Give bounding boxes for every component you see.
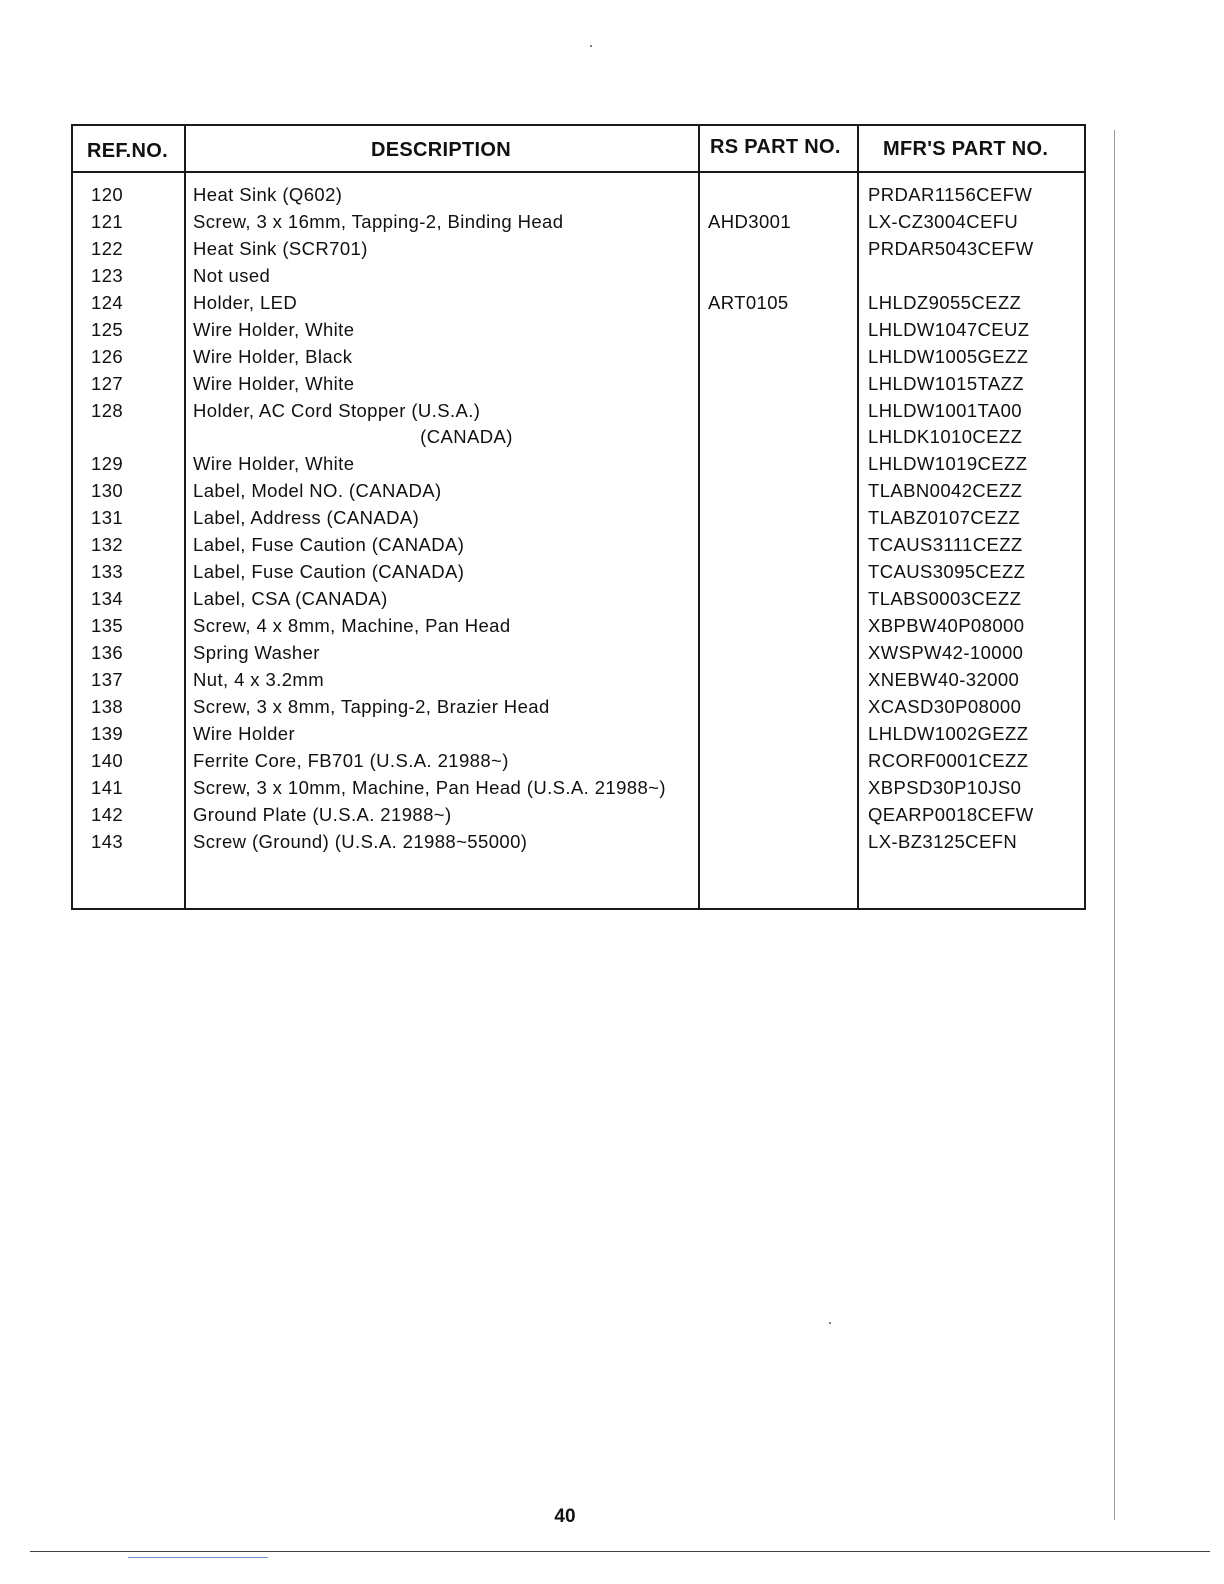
description-cell: Nut, 4 x 3.2mm <box>193 668 325 690</box>
description-cell: Screw, 3 x 16mm, Tapping-2, Binding Head <box>193 210 564 232</box>
header-mfr-part-no: MFR'S PART NO. <box>883 138 1049 160</box>
mfr-part-cell: XBPSD30P10JS0 <box>868 776 1022 798</box>
mfr-part-cell: TLABS0003CEZZ <box>868 588 1022 610</box>
mfr-part-cell: XBPBW40P08000 <box>868 615 1025 636</box>
scan-speck <box>590 45 592 47</box>
description-cell: Screw, 3 x 10mm, Machine, Pan Head (U.S.A. 21988~) <box>193 776 666 798</box>
table-row <box>73 723 1084 750</box>
description-cell: Heat Sink (Q602) <box>193 184 343 205</box>
table-row <box>73 400 1084 427</box>
table-row <box>73 831 1084 858</box>
description-cell: Spring Washer <box>193 641 320 663</box>
mfr-part-cell: TCAUS3095CEZZ <box>868 561 1026 583</box>
ref-no-cell: 131 <box>91 507 124 529</box>
ref-no-cell: 121 <box>91 210 124 232</box>
table-row <box>73 804 1084 831</box>
table-row <box>73 669 1084 696</box>
parts-list-table <box>71 124 1086 910</box>
ref-no-cell: 126 <box>91 345 124 367</box>
ref-no-cell: 137 <box>91 668 124 690</box>
description-cell: Wire Holder, White <box>193 453 355 475</box>
table-row <box>73 265 1084 292</box>
ref-no-cell: 142 <box>91 803 124 825</box>
ref-no-cell: 130 <box>91 480 124 502</box>
mfr-part-cell: LHLDW1019CEZZ <box>868 453 1028 475</box>
mfr-part-cell: XNEBW40-32000 <box>868 668 1020 690</box>
table-row <box>73 480 1084 507</box>
ref-no-cell: 128 <box>91 399 124 421</box>
table-row <box>73 615 1084 642</box>
mfr-part-cell: LHLDW1001TA00 <box>868 399 1022 421</box>
header-rs-part-no: RS PART NO. <box>710 136 841 158</box>
scan-blue-line <box>128 1557 268 1558</box>
mfr-part-cell: TLABZ0107CEZZ <box>868 507 1021 529</box>
ref-no-cell: 138 <box>91 695 124 717</box>
mfr-part-cell: LX-BZ3125CEFN <box>868 830 1018 852</box>
mfr-part-cell: TLABN0042CEZZ <box>868 480 1023 502</box>
description-cell: Screw, 4 x 8mm, Machine, Pan Head <box>193 615 511 636</box>
description-cell: Wire Holder, Black <box>193 345 353 367</box>
description-cell: Label, Fuse Caution (CANADA) <box>193 561 465 583</box>
mfr-part-cell: LX-CZ3004CEFU <box>868 210 1019 232</box>
header-description: DESCRIPTION <box>371 139 511 161</box>
ref-no-cell: 134 <box>91 588 124 610</box>
mfr-part-cell: XWSPW42-10000 <box>868 641 1024 663</box>
header-divider <box>73 171 1084 173</box>
ref-no-cell: 133 <box>91 561 124 583</box>
table-row <box>73 184 1084 211</box>
mfr-part-cell: LHLDW1005GEZZ <box>868 345 1029 367</box>
mfr-part-cell: TCAUS3111CEZZ <box>868 534 1023 556</box>
mfr-part-cell: LHLDK1010CEZZ <box>868 426 1023 448</box>
description-cell: Label, Fuse Caution (CANADA) <box>193 534 465 556</box>
scan-bottom-line <box>30 1551 1210 1552</box>
description-cell: Wire Holder <box>193 722 296 744</box>
table-row <box>73 561 1084 588</box>
table-row <box>73 642 1084 669</box>
ref-no-cell: 140 <box>91 749 124 771</box>
table-row <box>73 453 1084 480</box>
table-row <box>73 777 1084 804</box>
mfr-part-cell: LHLDW1047CEUZ <box>868 318 1030 340</box>
table-row <box>73 319 1084 346</box>
description-cell: Label, CSA (CANADA) <box>193 588 388 610</box>
mfr-part-cell: PRDAR1156CEFW <box>868 184 1033 205</box>
rs-part-cell: AHD3001 <box>708 210 792 232</box>
ref-no-cell: 136 <box>91 641 124 663</box>
mfr-part-cell: LHLDW1002GEZZ <box>868 722 1029 744</box>
description-cell: (CANADA) <box>193 426 513 448</box>
ref-no-cell: 122 <box>91 237 124 259</box>
description-cell: Ground Plate (U.S.A. 21988~) <box>193 803 452 825</box>
ref-no-cell: 127 <box>91 372 124 394</box>
mfr-part-cell: QEARP0018CEFW <box>868 803 1034 825</box>
ref-no-cell: 143 <box>91 830 124 852</box>
description-cell: Screw, 3 x 8mm, Tapping-2, Brazier Head <box>193 695 550 717</box>
table-row <box>73 346 1084 373</box>
ref-no-cell: 129 <box>91 453 124 475</box>
table-row <box>73 750 1084 777</box>
scan-speck <box>829 1322 831 1324</box>
table-row <box>73 211 1084 238</box>
table-row <box>73 292 1084 319</box>
description-cell: Not used <box>193 264 271 286</box>
ref-no-cell: 123 <box>91 264 124 286</box>
table-row <box>73 588 1084 615</box>
ref-no-cell: 135 <box>91 615 124 636</box>
ref-no-cell: 141 <box>91 776 124 798</box>
table-row <box>73 696 1084 723</box>
header-ref-no: REF.NO. <box>87 140 168 162</box>
ref-no-cell: 125 <box>91 318 124 340</box>
mfr-part-cell: LHLDZ9055CEZZ <box>868 291 1022 313</box>
table-row <box>73 238 1084 265</box>
description-cell: Holder, LED <box>193 291 298 313</box>
description-cell: Heat Sink (SCR701) <box>193 237 368 259</box>
description-cell: Holder, AC Cord Stopper (U.S.A.) <box>193 399 481 421</box>
ref-no-cell: 132 <box>91 534 124 556</box>
description-cell: Wire Holder, White <box>193 372 355 394</box>
mfr-part-cell: LHLDW1015TAZZ <box>868 372 1024 394</box>
table-row <box>73 373 1084 400</box>
page-number: 40 <box>554 1506 576 1527</box>
scan-edge-line <box>1114 130 1115 1520</box>
description-cell: Label, Address (CANADA) <box>193 507 420 529</box>
description-cell: Screw (Ground) (U.S.A. 21988~55000) <box>193 830 528 852</box>
description-cell: Wire Holder, White <box>193 318 355 340</box>
description-cell: Ferrite Core, FB701 (U.S.A. 21988~) <box>193 749 509 771</box>
mfr-part-cell: PRDAR5043CEFW <box>868 237 1034 259</box>
ref-no-cell: 124 <box>91 291 124 313</box>
table-row <box>73 426 1084 453</box>
mfr-part-cell: XCASD30P08000 <box>868 695 1022 717</box>
table-row <box>73 507 1084 534</box>
description-cell: Label, Model NO. (CANADA) <box>193 480 442 502</box>
rs-part-cell: ART0105 <box>708 291 789 313</box>
ref-no-cell: 139 <box>91 722 124 744</box>
mfr-part-cell: RCORF0001CEZZ <box>868 749 1029 771</box>
table-row <box>73 534 1084 561</box>
ref-no-cell: 120 <box>91 184 124 205</box>
table-body <box>73 184 1084 857</box>
